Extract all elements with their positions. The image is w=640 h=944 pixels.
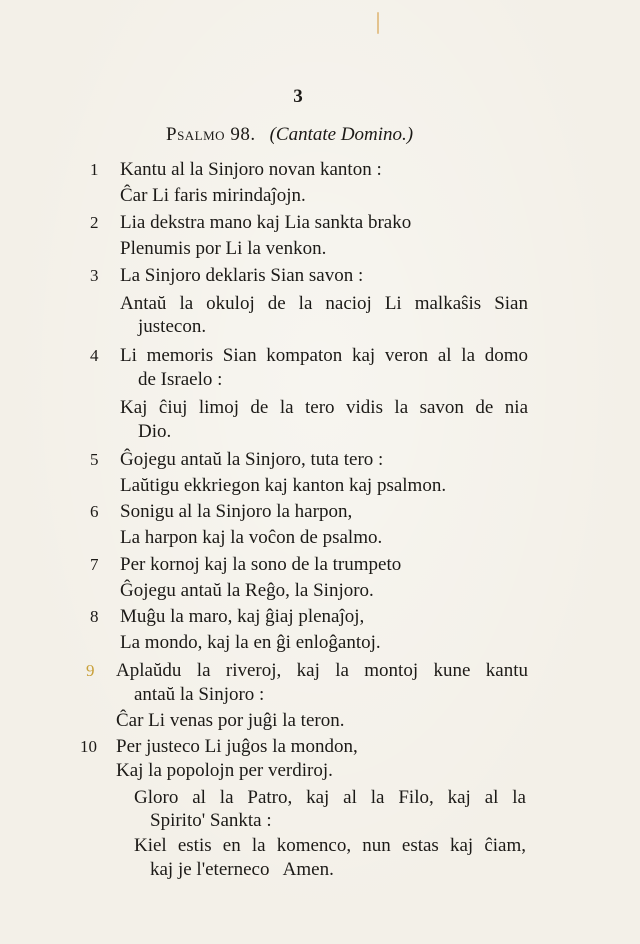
verse-number-5: 5 (90, 450, 99, 469)
gloria-line-4: kaj je l'eterneco Amen. (150, 859, 334, 880)
verse-9-line-3: Ĉar Li venas por juĝi la teron. (116, 710, 345, 731)
verse-7-line-1: Per kornoj kaj la sono de la trumpeto (120, 554, 402, 575)
verse-7-line-2: Ĝojegu antaŭ la Reĝo, la Sinjoro. (120, 580, 374, 601)
verse-number-1: 1 (90, 160, 99, 179)
verse-5-line-2: Laŭtigu ekkriegon kaj kanton kaj psalmon. (120, 475, 447, 496)
verse-9-line-2: antaŭ la Sinjoro : (134, 684, 265, 705)
verse-5-line-1: Ĝojegu antaŭ la Sinjoro, tuta tero : (120, 449, 384, 470)
verse-10-line-1: Per justeco Li juĝos la mondon, (116, 736, 358, 757)
verse-2-line-2: Plenumis por Li la venkon. (120, 238, 327, 259)
paper-mark (377, 12, 379, 34)
verse-3-line-2: Antaŭ la okuloj de la nacioj Li malkaŝis Sian (120, 293, 528, 314)
verse-3-line-3: justecon. (138, 316, 207, 337)
verse-4-line-4: Dio. (138, 421, 172, 442)
verse-10-line-2: Kaj la popolojn per verdiroj. (116, 760, 333, 781)
verse-3-line-1: La Sinjoro deklaris Sian savon : (120, 265, 364, 286)
gloria-line-3: Kiel estis en la komenco, nun estas kaj ĉiam, (134, 835, 526, 856)
verse-number-8: 8 (90, 607, 99, 626)
verse-8-line-2: La mondo, kaj la en ĝi enloĝantoj. (120, 632, 381, 653)
verse-number-4: 4 (90, 346, 99, 365)
verse-6-line-2: La harpon kaj la voĉon de psalmo. (120, 527, 383, 548)
verse-number-10: 10 (80, 737, 97, 756)
gloria-line-2: Spirito' Sankta : (150, 810, 272, 831)
gloria-line-1: Gloro al la Patro, kaj al la Filo, kaj al la (134, 787, 526, 808)
verse-number-3: 3 (90, 266, 99, 285)
verse-number-7: 7 (90, 555, 99, 574)
verse-2-line-1: Lia dekstra mano kaj Lia sankta brako (120, 212, 412, 233)
latin-title: (Cantate Domino.) (269, 124, 414, 145)
verse-4-line-3: Kaj ĉiuj limoj de la tero vidis la savon de nia (120, 397, 528, 418)
verse-number-6: 6 (90, 502, 99, 521)
verse-number-2: 2 (90, 213, 99, 232)
verse-4-line-1: Li memoris Sian kompaton kaj veron al la domo (120, 345, 528, 366)
page-number: 3 (293, 86, 303, 107)
verse-1-line-1: Kantu al la Sinjoro novan kanton : (120, 159, 382, 180)
verse-1-line-2: Ĉar Li faris mirindaĵojn. (120, 185, 306, 206)
verse-number-9: 9 (86, 661, 95, 680)
verse-4-line-2: de Israelo : (138, 369, 223, 390)
verse-8-line-1: Muĝu la maro, kaj ĝiaj plenaĵoj, (120, 606, 365, 627)
psalm-heading (166, 124, 413, 146)
psalm-label: Psalmo 98. (166, 124, 256, 145)
verse-6-line-1: Sonigu al la Sinjoro la harpon, (120, 501, 353, 522)
verse-9-line-1: Aplaŭdu la riveroj, kaj la montoj kune kantu (116, 660, 528, 681)
